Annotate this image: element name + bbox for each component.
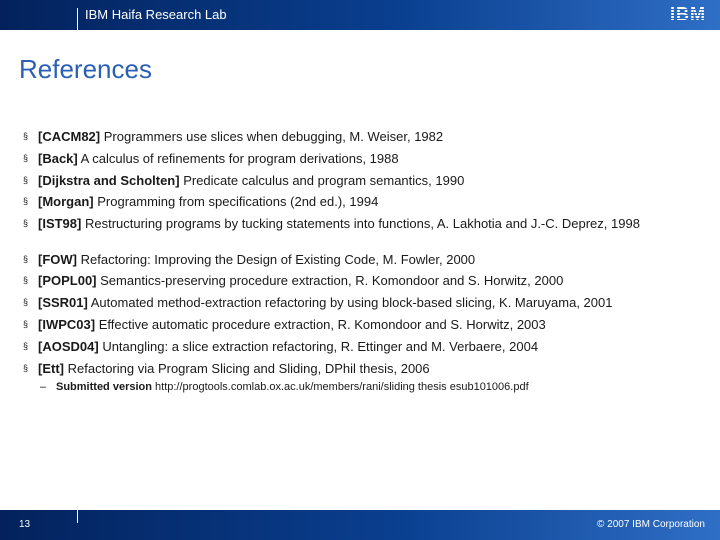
page-title: References bbox=[19, 54, 152, 84]
dash-icon: – bbox=[40, 381, 47, 393]
bullet-icon: § bbox=[23, 341, 29, 351]
submitted-version-label: Submitted version bbox=[56, 381, 152, 393]
bullet-icon: § bbox=[23, 196, 29, 206]
reference-key: [FOW] bbox=[38, 252, 77, 267]
reference-text: Restructuring programs by tucking statements into functions, A. Lakhotia and J.-C. Deprez, 1998 bbox=[84, 216, 640, 231]
sub-list-item bbox=[40, 380, 529, 394]
reference-text: Refactoring: Improving the Design of Existing Code, M. Fowler, 2000 bbox=[80, 252, 476, 267]
reference-key: [POPL00] bbox=[38, 273, 97, 288]
bullet-icon: § bbox=[23, 319, 29, 329]
reference-text: Predicate calculus and program semantics, 1990 bbox=[183, 173, 465, 188]
page-number: 13 bbox=[19, 519, 31, 530]
bullet-icon: § bbox=[23, 254, 29, 264]
bullet-icon: § bbox=[23, 297, 29, 307]
reference-key: [AOSD04] bbox=[38, 339, 99, 354]
bullet-icon: § bbox=[23, 275, 29, 285]
reference-text: Programmers use slices when debugging, M. Weiser, 1982 bbox=[103, 129, 444, 144]
reference-text: Programming from specifications (2nd ed.), 1994 bbox=[97, 194, 379, 209]
reference-text: Refactoring via Program Slicing and Sliding, DPhil thesis, 2006 bbox=[67, 361, 430, 376]
reference-text: Untangling: a slice extraction refactoring, R. Ettinger and M. Verbaere, 2004 bbox=[102, 339, 539, 354]
reference-text: Automated method-extraction refactoring by using block-based slicing, K. Maruyama, 2001 bbox=[90, 295, 613, 310]
bullet-icon: § bbox=[23, 153, 29, 163]
reference-key: [SSR01] bbox=[38, 295, 88, 310]
reference-key: [Morgan] bbox=[38, 194, 94, 209]
bullet-icon: § bbox=[23, 131, 29, 141]
footer-bar bbox=[0, 510, 720, 540]
thesis-link[interactable]: http://progtools.comlab.ox.ac.uk/members/rani/sliding thesis esub101006.pdf bbox=[155, 381, 529, 393]
reference-key: [CACM82] bbox=[38, 129, 101, 144]
reference-key: [IST98] bbox=[38, 216, 82, 231]
bullet-icon: § bbox=[23, 175, 29, 185]
header-title: IBM Haifa Research Lab bbox=[85, 7, 227, 22]
reference-key: [IWPC03] bbox=[38, 317, 96, 332]
copyright-text: © 2007 IBM Corporation bbox=[597, 519, 705, 530]
footer-divider bbox=[77, 510, 78, 523]
reference-key: [Ett] bbox=[38, 361, 64, 376]
reference-text: Effective automatic procedure extraction, R. Komondoor and S. Horwitz, 2003 bbox=[98, 317, 546, 332]
svg-text:IBM: IBM bbox=[670, 4, 706, 24]
bullet-icon: § bbox=[23, 363, 29, 373]
reference-key: [Dijkstra and Scholten] bbox=[38, 173, 180, 188]
reference-text: A calculus of refinements for program derivations, 1988 bbox=[80, 151, 399, 166]
reference-key: [Back] bbox=[38, 151, 78, 166]
reference-text: Semantics-preserving procedure extraction, R. Komondoor and S. Horwitz, 2000 bbox=[100, 273, 564, 288]
bullet-icon: § bbox=[23, 218, 29, 228]
